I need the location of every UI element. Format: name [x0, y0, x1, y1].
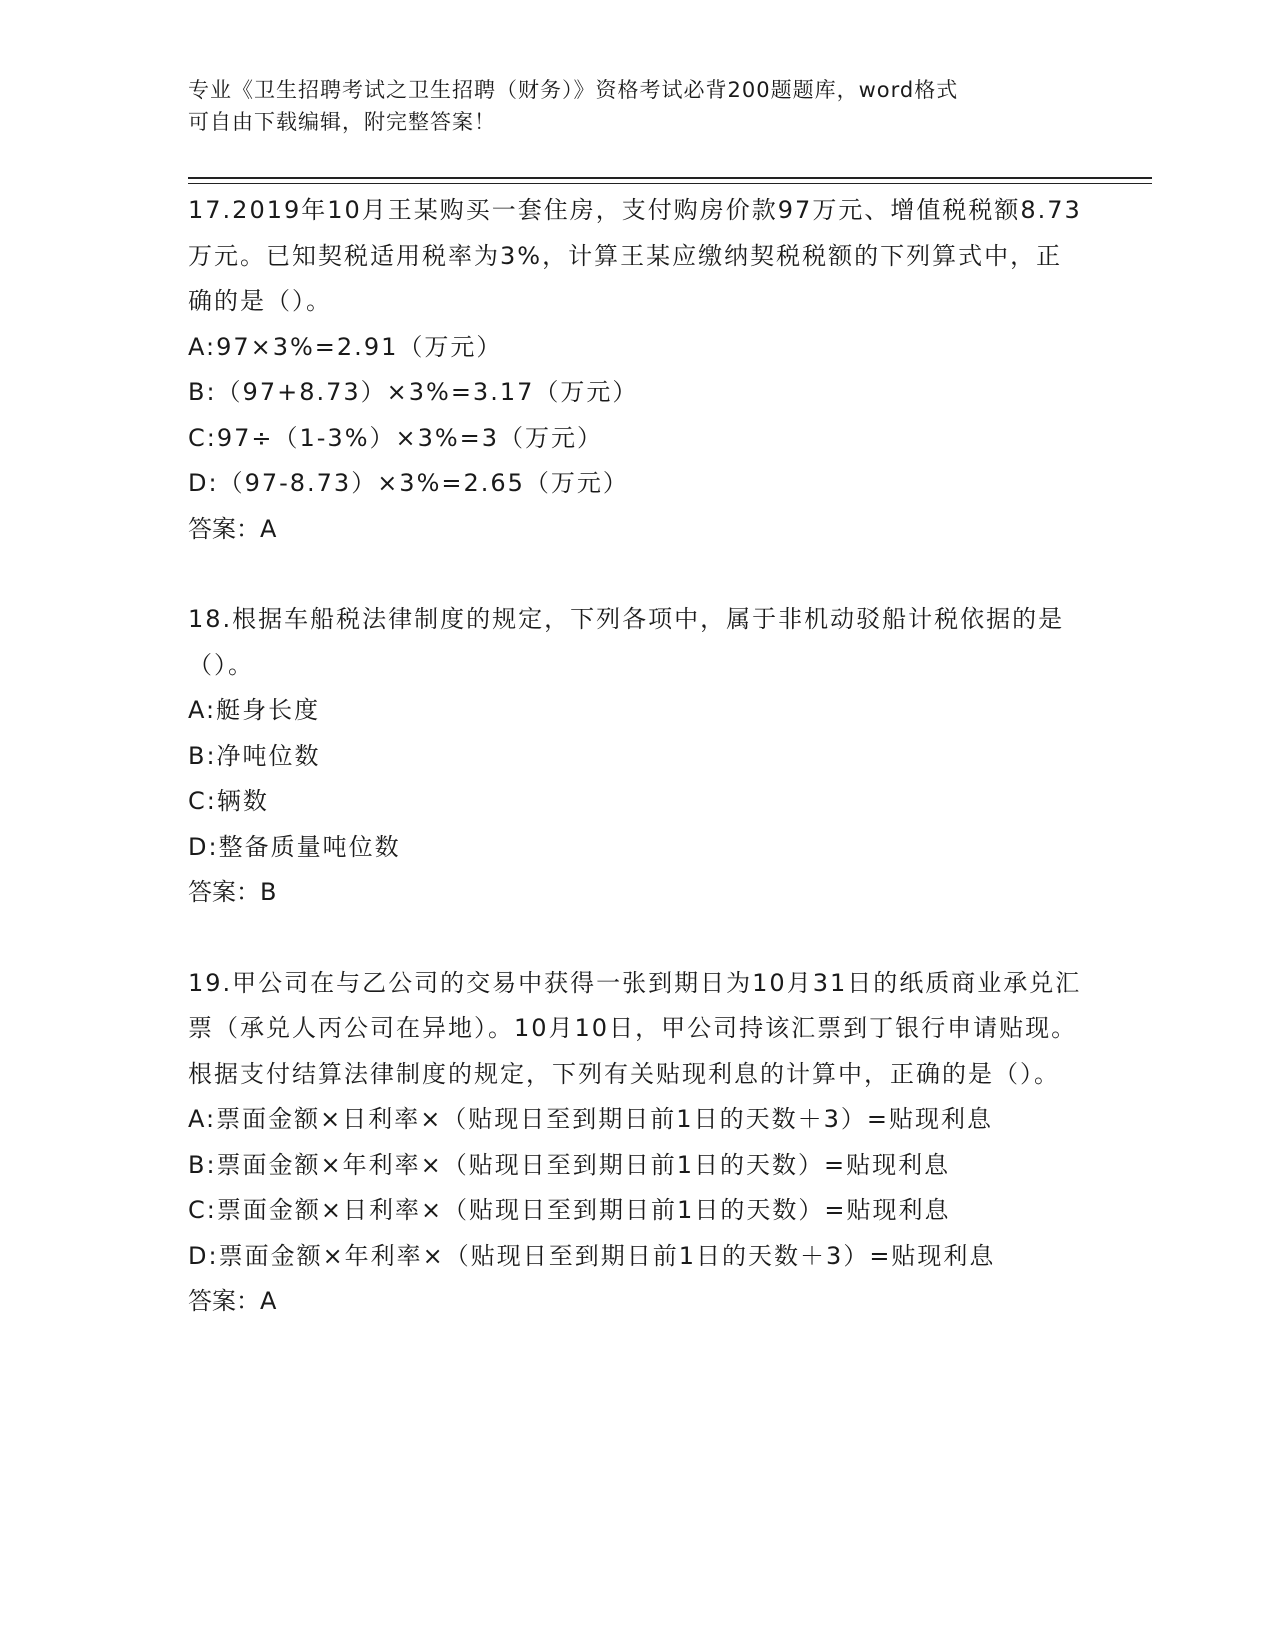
option-d: D:（97-8.73）×3%=2.65（万元）: [188, 469, 629, 497]
question-stem: 18.根据车船税法律制度的规定，下列各项中，属于非机动驳船计税依据的是（）。: [188, 605, 1065, 679]
answer: 答案：A: [188, 514, 277, 543]
option-a: A:97×3%=2.91（万元）: [188, 332, 503, 361]
question-19: [188, 961, 1088, 1325]
question-stem: 17.2019年10月王某购买一套住房，支付购房价款97万元、增值税税额8.73万元。已知契税适用税率为3%，计算王某应缴纳契税税额的下列算式中，正确的是（）。: [188, 196, 1082, 315]
option-d: D:票面金额×年利率×（贴现日至到期日前1日的天数＋3）=贴现利息: [188, 1241, 996, 1270]
question-18: [188, 597, 1088, 916]
option-a: A:票面金额×日利率×（贴现日至到期日前1日的天数＋3）=贴现利息: [188, 1105, 993, 1133]
header-line-1: 专业《卫生招聘考试之卫生招聘（财务）》资格考试必背200题题库，word格式: [188, 78, 959, 102]
header-line-2: 可自由下载编辑，附完整答案！: [188, 110, 496, 134]
option-a: A:艇身长度: [188, 696, 321, 724]
option-c: C:97÷（1-3%）×3%=3（万元）: [188, 423, 604, 452]
option-c: C:票面金额×日利率×（贴现日至到期日前1日的天数）=贴现利息: [188, 1196, 951, 1224]
document-header: [188, 74, 1068, 138]
question-list: [188, 188, 1088, 1325]
option-d: D:整备质量吨位数: [188, 832, 401, 861]
answer: 答案：B: [188, 878, 277, 906]
question-stem: 19.甲公司在与乙公司的交易中获得一张到期日为10月31日的纸质商业承兑汇票（承兑人丙公司在异地）。10月10日，甲公司持该汇票到丁银行申请贴现。根据支付结算法律制度的规定，下列有关贴现利息的计算中，正确的是（）。: [188, 968, 1082, 1088]
option-b: B:票面金额×年利率×（贴现日至到期日前1日的天数）=贴现利息: [188, 1150, 951, 1179]
option-b: B:（97+8.73）×3%=3.17（万元）: [188, 378, 639, 406]
option-b: B:净吨位数: [188, 741, 321, 770]
question-17: [188, 188, 1088, 552]
answer: 答案：A: [188, 1287, 277, 1315]
header-divider-thick: [188, 177, 1152, 179]
option-c: C:辆数: [188, 787, 269, 815]
header-divider-thin: [188, 183, 1152, 184]
